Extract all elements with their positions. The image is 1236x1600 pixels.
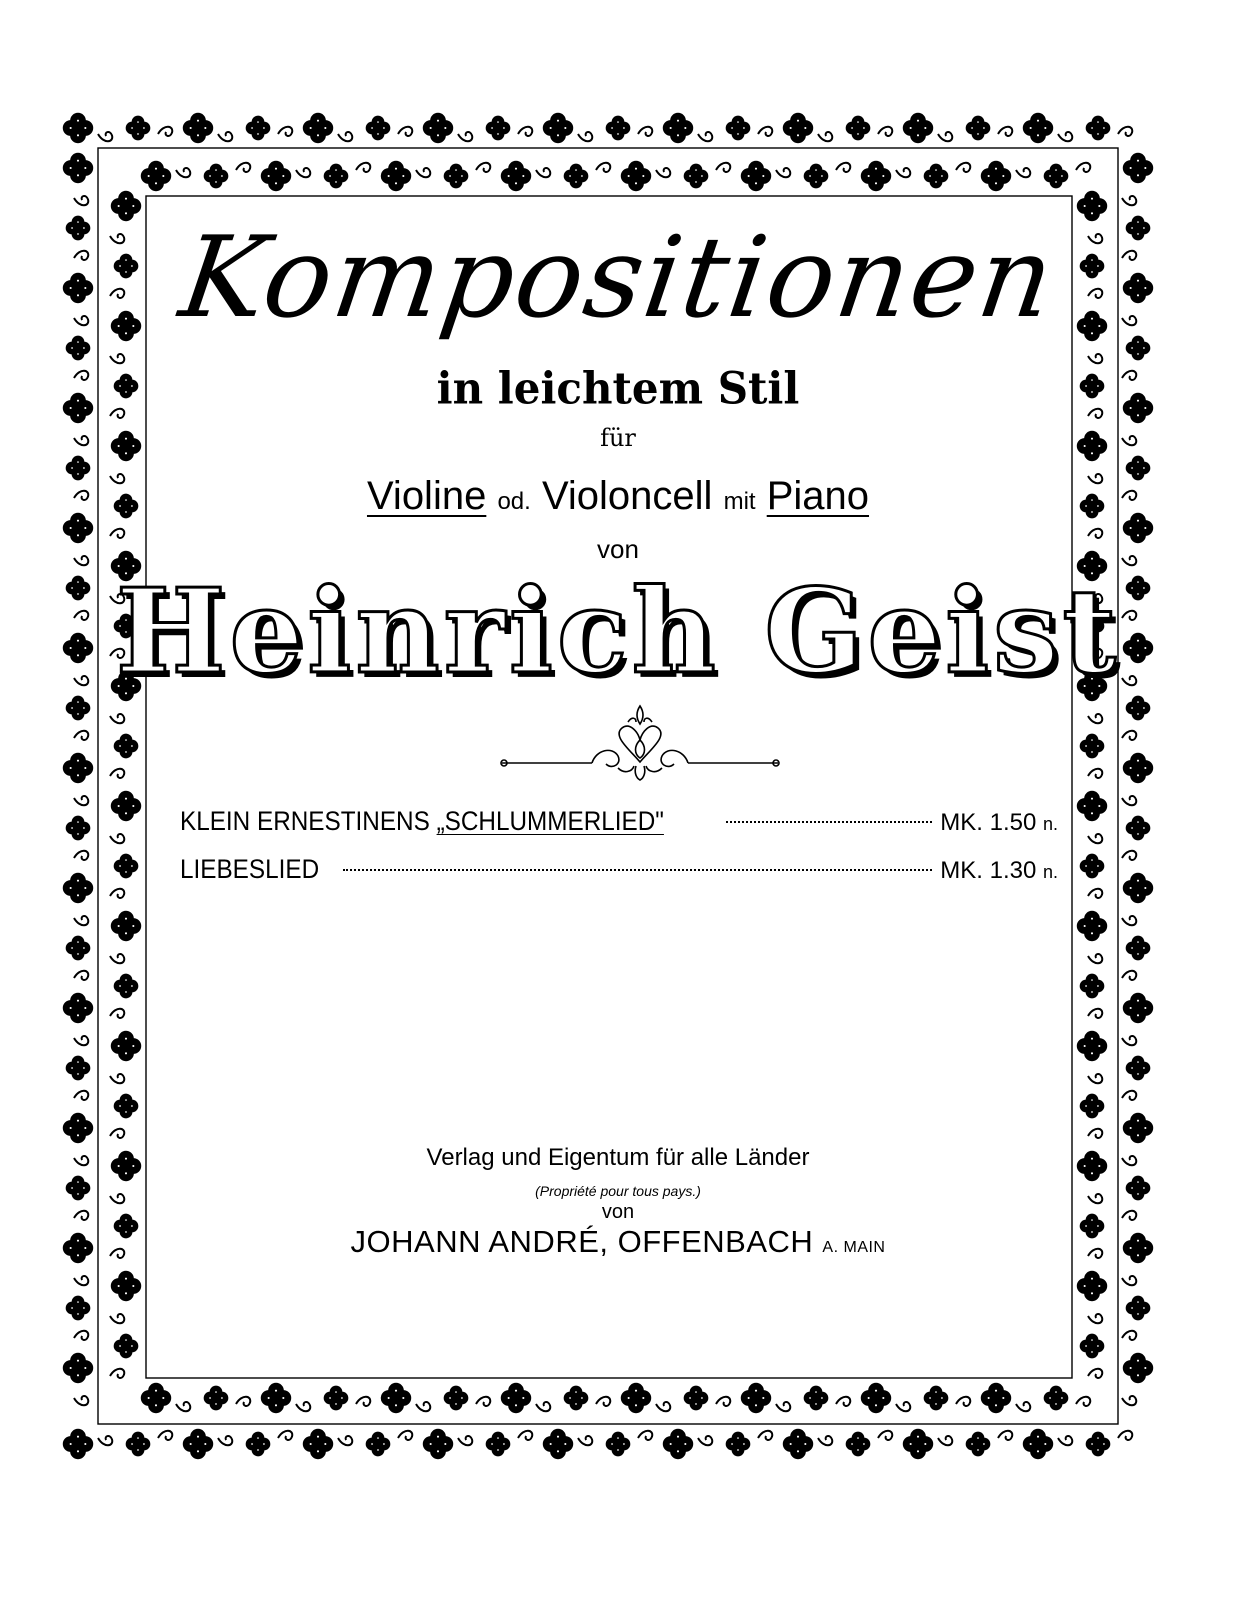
clover-icon <box>1045 165 1068 188</box>
vine-curl <box>1122 1036 1136 1045</box>
clover-icon <box>1078 1272 1106 1300</box>
clover-icon <box>847 117 870 140</box>
vine-curl <box>638 127 652 136</box>
vine-curl <box>110 1369 124 1378</box>
vine-curl <box>1058 1436 1072 1445</box>
vine-curl <box>896 168 910 177</box>
vine-curl <box>356 163 370 172</box>
vine-curl <box>1088 954 1102 963</box>
clover-icon <box>64 994 92 1022</box>
clover-icon <box>607 1433 630 1456</box>
clover-icon <box>1024 1430 1052 1458</box>
vine-curl <box>1122 1276 1136 1285</box>
vine-curl <box>1088 769 1102 778</box>
publisher-rights-french: (Propriété pour tous pays.) <box>535 1183 701 1199</box>
vine-curl <box>698 132 712 141</box>
vine-curl <box>74 1091 88 1100</box>
vine-curl <box>776 1402 790 1411</box>
vine-curl <box>110 1129 124 1138</box>
clover-icon <box>784 1430 812 1458</box>
clover-icon <box>1127 337 1150 360</box>
vine-curl <box>776 168 790 177</box>
vine-curl <box>836 163 850 172</box>
vine-curl <box>956 163 970 172</box>
clover-icon <box>1124 874 1152 902</box>
clover-icon <box>544 114 572 142</box>
clover-icon <box>925 1387 948 1410</box>
clover-icon <box>64 114 92 142</box>
vine-curl <box>1122 851 1136 860</box>
clover-icon <box>1081 735 1104 758</box>
vine-curl <box>938 1436 952 1445</box>
vine-curl <box>998 127 1012 136</box>
vine-curl <box>1122 1091 1136 1100</box>
publisher-by-word: von <box>601 1201 635 1223</box>
vine-curl <box>1088 889 1102 898</box>
vine-curl <box>110 714 124 723</box>
page-title: Kompositionen <box>173 213 1063 343</box>
vine-curl <box>1016 1402 1030 1411</box>
vine-curl <box>158 127 172 136</box>
instrument-violin: Violine <box>366 474 487 518</box>
clover-icon <box>115 1095 138 1118</box>
clover-icon <box>847 1433 870 1456</box>
vine-curl <box>74 1331 88 1340</box>
clover-icon <box>262 162 290 190</box>
work-entry <box>180 852 1058 886</box>
clover-icon <box>64 754 92 782</box>
clover-icon <box>1124 154 1152 182</box>
work-price: MK. 1.50 n. <box>940 809 1058 836</box>
clover-icon <box>967 1433 990 1456</box>
vine-curl <box>878 1431 892 1440</box>
clover-icon <box>805 165 828 188</box>
vine-curl <box>236 163 250 172</box>
clover-icon <box>1078 192 1106 220</box>
vine-curl <box>416 1402 430 1411</box>
clover-icon <box>127 1433 150 1456</box>
vine-curl <box>476 163 490 172</box>
vine-curl <box>74 1396 88 1405</box>
clover-icon <box>325 1387 348 1410</box>
clover-icon <box>904 1430 932 1458</box>
clover-icon <box>862 1384 890 1412</box>
work-title: LIEBESLIED <box>180 854 320 884</box>
vine-curl <box>74 851 88 860</box>
vine-curl <box>518 127 532 136</box>
clover-icon <box>565 165 588 188</box>
composer-name: Heinrich Geist <box>115 564 1121 700</box>
dot-leader <box>343 869 933 871</box>
vine-curl <box>110 769 124 778</box>
vine-curl <box>716 163 730 172</box>
vine-curl <box>1122 796 1136 805</box>
vine-curl <box>338 1436 352 1445</box>
vine-curl <box>896 1402 910 1411</box>
vine-curl <box>110 954 124 963</box>
publisher-rights: Verlag und Eigentum für alle Länder <box>426 1144 810 1171</box>
vine-curl <box>218 1436 232 1445</box>
clover-icon <box>115 735 138 758</box>
clover-icon <box>727 117 750 140</box>
clover-icon <box>1087 117 1110 140</box>
clover-icon <box>925 165 948 188</box>
clover-icon <box>1127 697 1150 720</box>
clover-icon <box>1127 817 1150 840</box>
with-word: mit <box>723 488 756 515</box>
vine-curl <box>758 127 772 136</box>
clover-icon <box>622 162 650 190</box>
clover-icon <box>1124 1114 1152 1142</box>
vine-curl <box>110 834 124 843</box>
clover-icon <box>64 154 92 182</box>
clover-icon <box>142 162 170 190</box>
vine-curl <box>596 1397 610 1406</box>
dot-leader <box>726 821 933 823</box>
clover-icon <box>112 792 140 820</box>
clover-icon <box>67 1057 90 1080</box>
vine-curl <box>1088 1074 1102 1083</box>
clover-icon <box>1045 1387 1068 1410</box>
vine-curl <box>716 1397 730 1406</box>
clover-icon <box>67 1297 90 1320</box>
vine-curl <box>1122 916 1136 925</box>
work-price: MK. 1.30 n. <box>940 857 1058 884</box>
by-word: von <box>597 534 639 564</box>
vine-curl <box>218 132 232 141</box>
vine-curl <box>278 127 292 136</box>
vine-curl <box>110 1009 124 1018</box>
floral-scroll-ornament <box>500 702 780 782</box>
for-word: für <box>600 424 636 452</box>
vine-curl <box>1076 1397 1090 1406</box>
vine-curl <box>338 132 352 141</box>
vine-curl <box>458 132 472 141</box>
vine-curl <box>158 1431 172 1440</box>
vine-curl <box>1088 1009 1102 1018</box>
clover-icon <box>382 1384 410 1412</box>
vine-curl <box>1122 971 1136 980</box>
vine-curl <box>110 889 124 898</box>
vine-curl <box>110 1314 124 1323</box>
clover-icon <box>502 162 530 190</box>
publisher-name: JOHANN ANDRÉ, OFFENBACH A. MAIN <box>350 1224 886 1259</box>
clover-icon <box>445 165 468 188</box>
clover-icon <box>142 1384 170 1412</box>
clover-icon <box>607 117 630 140</box>
clover-icon <box>685 1387 708 1410</box>
clover-icon <box>544 1430 572 1458</box>
clover-icon <box>622 1384 650 1412</box>
clover-icon <box>67 697 90 720</box>
clover-icon <box>325 165 348 188</box>
instrumentation <box>0 476 1236 516</box>
vine-curl <box>1088 714 1102 723</box>
clover-icon <box>742 162 770 190</box>
clover-icon <box>112 192 140 220</box>
vine-curl <box>1122 196 1136 205</box>
vine-curl <box>1122 1331 1136 1340</box>
clover-icon <box>115 855 138 878</box>
vine-curl <box>74 1036 88 1045</box>
or-abbrev: od. <box>497 488 531 515</box>
clover-icon <box>112 912 140 940</box>
vine-curl <box>296 168 310 177</box>
clover-icon <box>1024 114 1052 142</box>
instrument-cello: Violoncell <box>541 474 713 518</box>
vine-curl <box>596 163 610 172</box>
clover-icon <box>127 117 150 140</box>
vine-curl <box>98 1436 112 1445</box>
vine-curl <box>74 796 88 805</box>
vine-curl <box>74 971 88 980</box>
clover-icon <box>445 1387 468 1410</box>
clover-icon <box>487 1433 510 1456</box>
clover-icon <box>1081 855 1104 878</box>
clover-icon <box>112 1272 140 1300</box>
vine-curl <box>1016 168 1030 177</box>
clover-icon <box>664 1430 692 1458</box>
clover-icon <box>1127 1297 1150 1320</box>
vine-curl <box>656 1402 670 1411</box>
vine-curl <box>638 1431 652 1440</box>
clover-icon <box>502 1384 530 1412</box>
clover-icon <box>115 975 138 998</box>
vine-curl <box>578 132 592 141</box>
clover-icon <box>742 1384 770 1412</box>
clover-icon <box>424 1430 452 1458</box>
clover-icon <box>304 114 332 142</box>
clover-icon <box>262 1384 290 1412</box>
clover-icon <box>565 1387 588 1410</box>
vine-curl <box>110 354 124 363</box>
vine-curl <box>236 1397 250 1406</box>
vine-curl <box>518 1431 532 1440</box>
clover-icon <box>424 114 452 142</box>
clover-icon <box>112 1032 140 1060</box>
vine-curl <box>74 916 88 925</box>
work-title: KLEIN ERNESTINENS „SCHLUMMERLIED" <box>180 806 664 836</box>
clover-icon <box>67 937 90 960</box>
clover-icon <box>247 1433 270 1456</box>
clover-icon <box>805 1387 828 1410</box>
vine-curl <box>536 168 550 177</box>
vine-curl <box>656 168 670 177</box>
clover-icon <box>1081 1335 1104 1358</box>
vine-curl <box>74 1276 88 1285</box>
vine-curl <box>1088 354 1102 363</box>
clover-icon <box>64 1430 92 1458</box>
vine-curl <box>1058 132 1072 141</box>
vine-curl <box>356 1397 370 1406</box>
subtitle: in leichtem Stil <box>436 362 800 415</box>
vine-curl <box>110 1074 124 1083</box>
clover-icon <box>1078 912 1106 940</box>
clover-icon <box>67 817 90 840</box>
vine-curl <box>1122 1396 1136 1405</box>
clover-icon <box>487 117 510 140</box>
clover-icon <box>1127 1057 1150 1080</box>
work-entry <box>180 804 1058 838</box>
vine-curl <box>1118 127 1132 136</box>
clover-icon <box>367 1433 390 1456</box>
vine-curl <box>818 132 832 141</box>
vine-curl <box>1076 163 1090 172</box>
vine-curl <box>476 1397 490 1406</box>
vine-curl <box>536 1402 550 1411</box>
clover-icon <box>115 1335 138 1358</box>
clover-icon <box>982 1384 1010 1412</box>
clover-icon <box>727 1433 750 1456</box>
clover-icon <box>784 114 812 142</box>
vine-curl <box>458 1436 472 1445</box>
vine-curl <box>998 1431 1012 1440</box>
clover-icon <box>64 1354 92 1382</box>
clover-icon <box>1078 792 1106 820</box>
clover-icon <box>205 165 228 188</box>
vine-curl <box>1088 1314 1102 1323</box>
vine-curl <box>878 127 892 136</box>
clover-icon <box>1124 1354 1152 1382</box>
clover-icon <box>382 162 410 190</box>
vine-curl <box>1088 1369 1102 1378</box>
clover-icon <box>967 117 990 140</box>
clover-icon <box>304 1430 332 1458</box>
clover-icon <box>184 114 212 142</box>
clover-icon <box>1124 994 1152 1022</box>
clover-icon <box>64 874 92 902</box>
vine-curl <box>938 132 952 141</box>
vine-curl <box>758 1431 772 1440</box>
clover-icon <box>1127 937 1150 960</box>
vine-curl <box>296 1402 310 1411</box>
vine-curl <box>176 1402 190 1411</box>
vine-curl <box>176 168 190 177</box>
clover-icon <box>904 114 932 142</box>
clover-icon <box>1081 1095 1104 1118</box>
instrument-piano: Piano <box>766 474 870 518</box>
vine-curl <box>956 1397 970 1406</box>
vine-curl <box>1122 731 1136 740</box>
vine-curl <box>74 731 88 740</box>
clover-icon <box>982 162 1010 190</box>
vine-curl <box>836 1397 850 1406</box>
clover-icon <box>205 1387 228 1410</box>
clover-icon <box>685 165 708 188</box>
vine-curl <box>398 1431 412 1440</box>
vine-curl <box>578 1436 592 1445</box>
vine-curl <box>416 168 430 177</box>
clover-icon <box>184 1430 212 1458</box>
clover-icon <box>1078 1032 1106 1060</box>
clover-icon <box>64 1114 92 1142</box>
vine-curl <box>278 1431 292 1440</box>
clover-icon <box>67 337 90 360</box>
vine-curl <box>398 127 412 136</box>
clover-icon <box>367 117 390 140</box>
clover-icon <box>664 114 692 142</box>
vine-curl <box>1118 1431 1132 1440</box>
vine-curl <box>818 1436 832 1445</box>
clover-icon <box>1087 1433 1110 1456</box>
vine-curl <box>1088 1129 1102 1138</box>
vine-curl <box>74 196 88 205</box>
clover-icon <box>1081 975 1104 998</box>
clover-icon <box>1124 754 1152 782</box>
clover-icon <box>862 162 890 190</box>
vine-curl <box>98 132 112 141</box>
vine-curl <box>698 1436 712 1445</box>
clover-icon <box>247 117 270 140</box>
vine-curl <box>1088 834 1102 843</box>
